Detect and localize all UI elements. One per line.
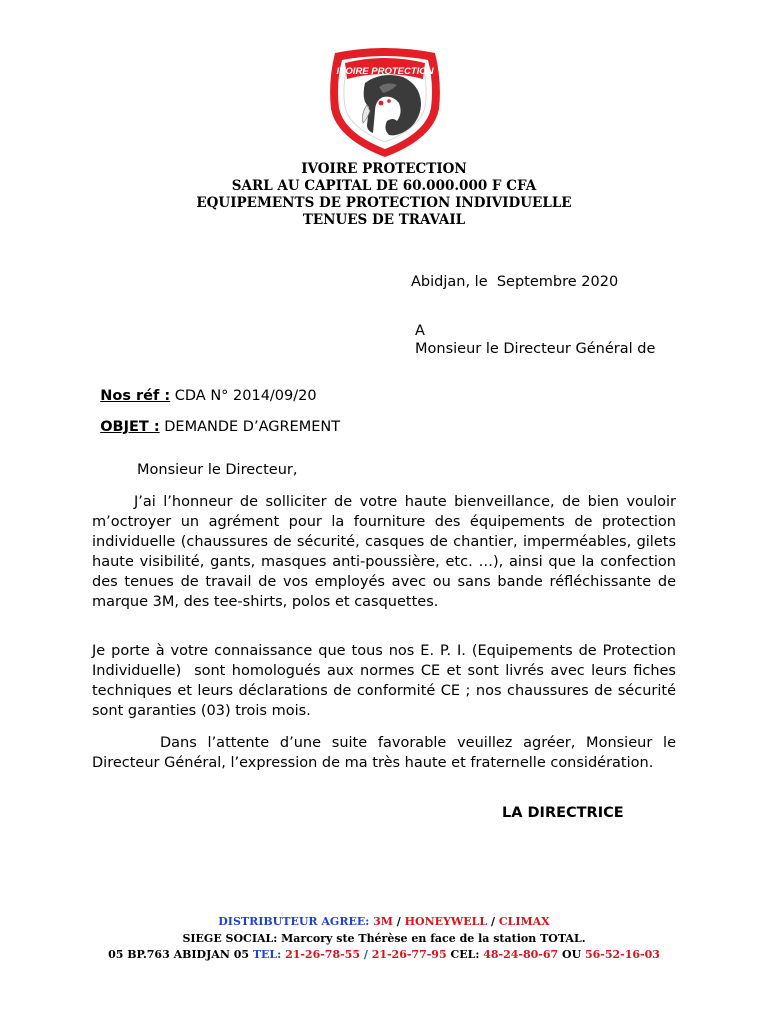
svg-text:IVOIRE PROTECTION: IVOIRE PROTECTION xyxy=(336,66,434,77)
po-box: 05 BP.763 ABIDJAN 05 xyxy=(108,948,253,961)
subject-line xyxy=(91,397,340,437)
footer-headquarters xyxy=(0,931,768,948)
brand-separator: / xyxy=(487,915,499,928)
brand-separator: / xyxy=(392,915,405,928)
subject-value: DEMANDE D’AGREMENT xyxy=(159,419,341,435)
tel-number-1: 21-26-78-55 xyxy=(281,948,360,961)
reference-value: CDA N° 2014/09/20 xyxy=(170,388,317,404)
paragraph-closing: Dans l’attente d’une suite favorable veuillez agréer, Monsieur le Directeur Général, l’expression de ma très haute et fraternelle considération. xyxy=(92,735,676,771)
footer-contacts xyxy=(0,947,768,964)
reference-label: Nos réf : xyxy=(100,388,171,404)
cel-label: CEL: xyxy=(446,948,480,961)
tel-number-2: 21-26-77-95 xyxy=(371,948,447,961)
date-line: Abidjan, le Septembre 2020 xyxy=(411,274,619,290)
company-capital: SARL AU CAPITAL DE 60.000.000 F CFA xyxy=(231,178,537,194)
company-logo xyxy=(323,47,447,159)
paragraph-request: J’ai l’honneur de solliciter de votre haute bienveillance, de bien vouloir m’octroyer un agrément pour la fourniture des équipements de protection individuelle (chaussures de sécurité, casques de chantier, imperméables, gilets haute visibilité, gants, masques anti-poussière, etc. …), ainsi que la confection des tenues de travail de vos employés avec ou sans bande réfléchissante de marque 3M, des tee-shirts, polos et casquettes. xyxy=(92,494,676,610)
salutation: Monsieur le Directeur, xyxy=(137,462,298,478)
brand-honeywell: HONEYWELL xyxy=(404,915,488,928)
signature-title: LA DIRECTRICE xyxy=(502,805,624,821)
elephant-shield-icon xyxy=(323,47,447,159)
footer-distributor xyxy=(0,914,768,931)
hq-label: SIEGE SOCIAL: xyxy=(182,932,278,945)
company-tagline: TENUES DE TRAVAIL xyxy=(302,212,466,228)
distributor-label: DISTRIBUTEUR AGREE: xyxy=(218,915,370,928)
company-name: IVOIRE PROTECTION xyxy=(301,161,467,177)
paragraph-compliance: Je porte à votre connaissance que tous nos E. P. I. (Equipements de Protection Individuelle) sont homologués aux normes CE et sont livrés avec leurs fiches techniques et leurs déclarations de conformité CE ; nos chaussures de sécurité sont garanties (03) trois mois. xyxy=(92,643,686,719)
tel-separator: / xyxy=(360,948,372,961)
hq-address: Marcory ste Thérèse en face de la station TOTAL. xyxy=(277,932,586,945)
recipient-prefix: A xyxy=(415,323,425,339)
cel-number-1: 48-24-80-67 xyxy=(479,948,559,961)
cel-number-2: 56-52-16-03 xyxy=(585,948,660,961)
brand-climax: CLIMAX xyxy=(498,915,550,928)
company-activity: EQUIPEMENTS DE PROTECTION INDIVIDUELLE xyxy=(196,195,572,211)
cel-separator: OU xyxy=(558,948,585,961)
recipient-title: Monsieur le Directeur Général de xyxy=(415,341,656,357)
tel-label: TEL: xyxy=(252,948,282,961)
brand-3m: 3M xyxy=(369,915,393,928)
subject-label: OBJET : xyxy=(100,419,160,435)
